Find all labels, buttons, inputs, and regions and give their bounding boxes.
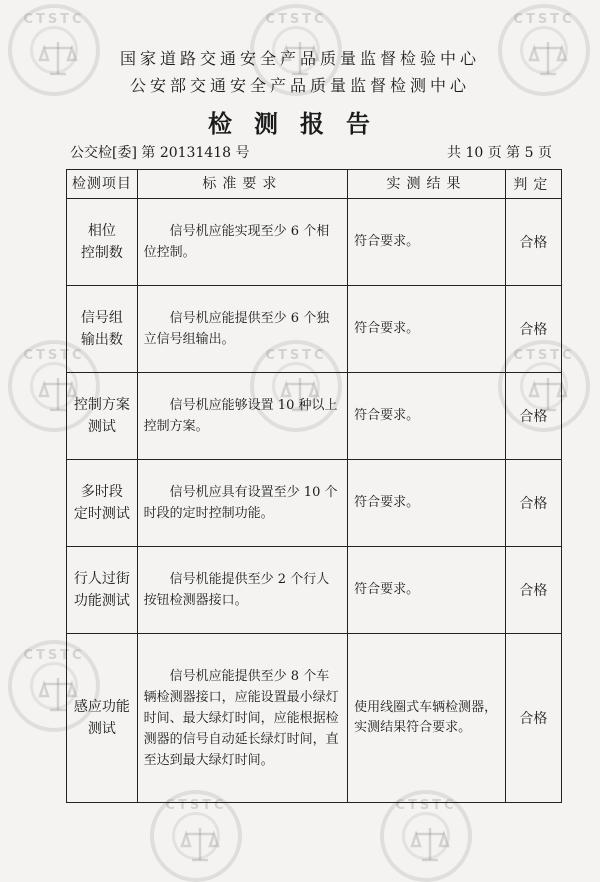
verdict: 合格 [505, 373, 561, 460]
test-item: 信号组 输出数 [67, 286, 138, 373]
requirement: 信号机应能提供至少 8 个车辆检测器接口，应能设置最小绿灯时间、最大绿灯时间，应能根据检测器的信号自动延长绿灯时间，直至达到最大绿灯时间。 [137, 634, 347, 803]
watermark-text: CTSTC [165, 798, 227, 813]
watermark-text: CTSTC [23, 12, 85, 27]
issuer-line-2: 公安部交通安全产品质量监督检测中心 [129, 76, 470, 95]
result: 使用线圈式车辆检测器，实测结果符合要求。 [348, 634, 506, 803]
report-title: 检测报告 [208, 109, 392, 138]
table-header-row [67, 170, 562, 199]
verdict: 合格 [505, 199, 561, 286]
requirement: 信号机应具有设置至少 10 个时段的定时控制功能。 [137, 460, 347, 547]
requirement: 信号机应能提供至少 6 个独立信号组输出。 [137, 286, 347, 373]
test-item: 多时段 定时测试 [67, 460, 138, 547]
inspection-table [66, 169, 562, 803]
test-item: 感应功能 测试 [67, 634, 138, 803]
verdict: 合格 [505, 286, 561, 373]
verdict: 合格 [505, 547, 561, 634]
watermark-text: CTSTC [265, 348, 327, 363]
test-item: 行人过街 功能测试 [67, 547, 138, 634]
scales-icon [410, 824, 450, 864]
result: 符合要求。 [348, 286, 506, 373]
result: 符合要求。 [348, 373, 506, 460]
watermark-text: CTSTC [23, 648, 85, 663]
result: 符合要求。 [348, 199, 506, 286]
watermark-seal [150, 790, 242, 882]
table-row [67, 547, 562, 634]
requirement: 信号机能提供至少 2 个行人按钮检测器接口。 [137, 547, 347, 634]
test-item: 相位 控制数 [67, 199, 138, 286]
watermark-seal [380, 790, 472, 882]
result: 符合要求。 [348, 547, 506, 634]
verdict: 合格 [505, 460, 561, 547]
test-item: 控制方案 测试 [67, 373, 138, 460]
page-info: 共 10 页 第 5 页 [447, 145, 552, 161]
column-header-verdict: 判定 [505, 170, 561, 199]
watermark-text: CTSTC [395, 798, 457, 813]
table-row [67, 634, 562, 803]
result: 符合要求。 [348, 460, 506, 547]
verdict: 合格 [505, 634, 561, 803]
column-header-requirement: 标准要求 [137, 170, 347, 199]
requirement: 信号机应能实现至少 6 个相位控制。 [137, 199, 347, 286]
table-row [67, 286, 562, 373]
watermark-text: CTSTC [265, 12, 327, 27]
watermark-text: CTSTC [23, 348, 85, 363]
table-row [67, 373, 562, 460]
issuer-line-1: 国家道路交通安全产品质量监督检验中心 [119, 49, 480, 68]
scales-icon [180, 824, 220, 864]
column-header-item: 检测项目 [67, 170, 138, 199]
table-row [67, 199, 562, 286]
requirement: 信号机应能够设置 10 种以上控制方案。 [137, 373, 347, 460]
watermark-text: CTSTC [513, 12, 575, 27]
column-header-result: 实测结果 [348, 170, 506, 199]
table-row [67, 460, 562, 547]
report-number: 公交检[委] 第 20131418 号 [70, 145, 250, 161]
watermark-text: CTSTC [513, 348, 575, 363]
